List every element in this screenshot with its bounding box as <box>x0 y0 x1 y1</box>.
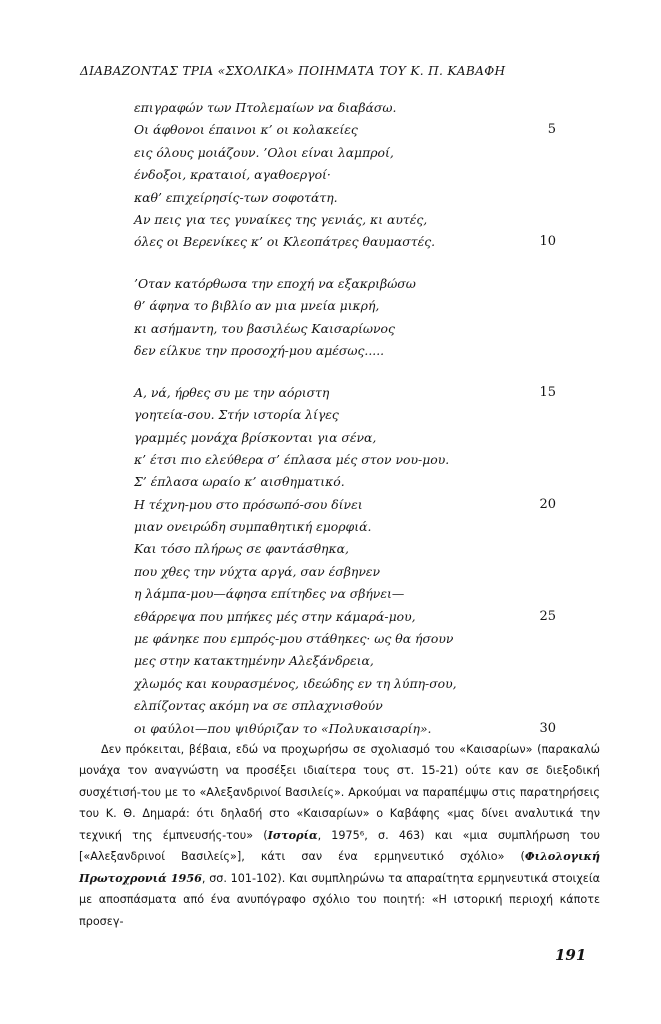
commentary-text <box>79 739 600 932</box>
poem-line-text: επιγραφών των Πτολεμαίων να διαβάσω. <box>134 100 397 115</box>
poem-line <box>134 119 564 141</box>
commentary-part-1: Δεν πρόκειται, βέβαια, εδώ να προχωρήσω σε σχολιασμό του «Καισαρίων» (παρακαλώ μονάχα τον αναγνώστη να προσέξει ιδιαίτερα τους στ. 15-21) ούτε καν σε διεξοδική συσχέτισή-του με το «Αλεξανδρινοί Βασιλείς». Αρκούμαι να παραπέμψω στις παρατηρήσεις του Κ. Θ. Δημαρά: ότι δηλαδή στο «Καισαρίων» ο Καβάφης «μας δίνει αναλυτικά την τεχνική της έμπνευσής-του» ( <box>79 743 600 842</box>
poem-line <box>134 494 564 516</box>
poem-line <box>134 404 564 426</box>
reference-title-istoria: Ιστορία <box>267 827 318 842</box>
poem-line-text: όλες οι Βερενίκες κ’ οι Κλεοπάτρες θαυμαστές. <box>134 234 436 250</box>
poem-line-text: μιαν ονειρώδη συμπαθητική εμορφιά. <box>134 519 372 535</box>
poem-line-text: εις όλους μοιάζουν. ’Ολοι είναι λαμπροί, <box>134 144 394 160</box>
poem-line-text: δεν είλκυε την προσοχή-μου αμέσως..... <box>134 343 385 359</box>
line-number: 10 <box>539 234 556 250</box>
poem-line-text: η λάμπα-μου—άφησα επίτηδες να σβήνει— <box>134 586 405 602</box>
poem-line <box>134 97 564 119</box>
poem-line <box>134 164 564 186</box>
poem-line <box>134 382 564 404</box>
poem-line <box>134 583 564 605</box>
poem-line <box>134 650 564 672</box>
poem-line-text: Και τόσο πλήρως σε φαντάσθηκα, <box>134 541 349 557</box>
poem-line-text: μες στην κατακτημένην Αλεξάνδρεια, <box>134 653 374 669</box>
poem-stanza-1 <box>134 97 564 254</box>
poem-line-text: που χθες την νύχτα αργά, σαν έσβηνεν <box>134 563 381 579</box>
poem-line-text: κι ασήμαντη, του βασιλέως Καισαρίωνος <box>134 320 395 336</box>
poem-line <box>134 273 564 296</box>
line-number: 20 <box>539 496 556 512</box>
poem-line-text: γραμμές μονάχα βρίσκονται για σένα, <box>134 429 377 445</box>
poem-line <box>134 231 564 253</box>
poem-line <box>134 318 564 341</box>
poem-excerpt <box>134 97 564 740</box>
poem-line <box>134 427 564 449</box>
commentary-paragraph <box>79 739 600 932</box>
poem-line-text: Η τέχνη-μου στο πρόσωπό-σου δίνει <box>134 496 363 512</box>
poem-line-text: θ’ άφηνα το βιβλίο αν μια μνεία μικρή, <box>134 298 380 314</box>
poem-line-text: Οι άφθονοι έπαινοι κ’ οι κολακείες <box>134 122 358 138</box>
poem-stanza-3 <box>134 382 564 740</box>
poem-line <box>134 628 564 650</box>
poem-line <box>134 673 564 695</box>
poem-line-text: Σ’ έπλασα ωραίο κ’ αισθηματικό. <box>134 474 345 490</box>
poem-line <box>134 516 564 538</box>
poem-line <box>134 718 564 740</box>
poem-line-text: ένδοξοι, κραταιοί, αγαθοεργοί· <box>134 167 331 183</box>
poem-line-text: Α, νά, ήρθες συ με την αόριστη <box>134 384 330 400</box>
commentary-part-2: , 1975⁶, σ. 463) και «μια συμπλήρωση του [«Αλεξανδρινοί Βασιλείς»], κάτι σαν ένα ερμηνευτικό σχόλιο» ( <box>79 828 600 864</box>
line-number: 5 <box>547 122 556 138</box>
poem-line-text: ’Οταν κατόρθωσα την εποχή να εξακριβώσω <box>134 275 416 291</box>
commentary-part-3: , σσ. 101-102). Και συμπληρώνω τα απαραίτητα ερμηνευτικά στοιχεία με αποσπάσματα από ένα ανυπόγραφο σχόλιο του ποιητή: «Η ιστορική περιοχή κάποτε προσεγ- <box>79 871 601 928</box>
poem-line-text: κ’ έτσι πιο ελεύθερα σ’ έπλασα μές στον νου-μου. <box>134 451 450 467</box>
poem-line-text: εθάρρεψα που μπήκες μές στην κάμαρά-μου, <box>134 608 416 624</box>
page-number: 191 <box>555 946 587 964</box>
poem-line-text: γοητεία-σου. Στήν ιστορία λίγες <box>134 407 339 423</box>
poem-line-text: ελπίζοντας ακόμη να σε σπλαχνισθούν <box>134 698 383 714</box>
poem-line <box>134 606 564 628</box>
poem-line-text: χλωμός και κουρασμένος, ιδεώδης εν τη λύπη-σου, <box>134 675 457 691</box>
poem-line <box>134 142 564 164</box>
poem-line <box>134 449 564 471</box>
poem-line <box>134 561 564 583</box>
running-head: ΔΙΑΒΑΖΟΝΤΑΣ ΤΡΙΑ «ΣΧΟΛΙΚΑ» ΠΟΙΗΜΑΤΑ ΤΟΥ Κ. Π. ΚΑΒΑΦΗ <box>80 64 506 78</box>
poem-line-text: καθ’ επιχείρησίς-των σοφοτάτη. <box>134 189 338 205</box>
poem-line-text: οι φαύλοι—που ψιθύριζαν το «Πολυκαισαρίη». <box>134 720 432 736</box>
poem-line <box>134 209 564 231</box>
poem-line <box>134 471 564 493</box>
poem-line-text: Αν πεις για τες γυναίκες της γενιάς, κι αυτές, <box>134 211 428 227</box>
poem-line <box>134 187 564 209</box>
poem-line <box>134 538 564 560</box>
line-number: 15 <box>539 384 556 400</box>
poem-stanza-2 <box>134 273 564 363</box>
poem-line-text: με φάνηκε που εμπρός-μου στάθηκες· ως θα ήσουν <box>134 631 454 647</box>
poem-line <box>134 295 564 318</box>
reference-title-protochronia: Φιλολογική Πρωτοχρονιά 1956 <box>79 849 600 885</box>
poem-line <box>134 340 564 363</box>
line-number: 30 <box>539 720 556 736</box>
poem-line <box>134 695 564 717</box>
line-number: 25 <box>539 608 556 624</box>
